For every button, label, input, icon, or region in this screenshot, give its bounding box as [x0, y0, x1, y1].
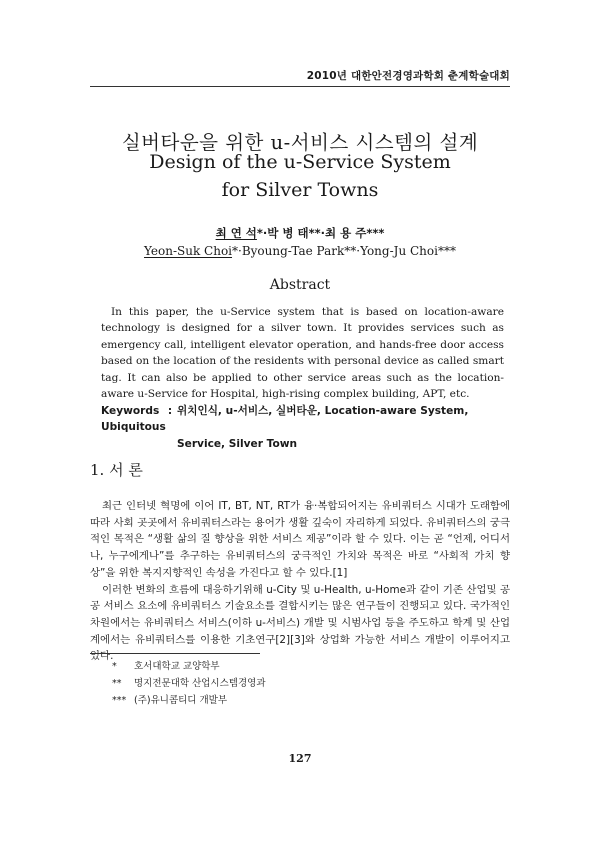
keywords-separator: : — [167, 405, 173, 417]
keywords-line1 — [101, 403, 504, 436]
footnote-item — [112, 692, 266, 709]
body-paragraph-1: 최근 인터넷 혁명에 이어 IT, BT, NT, RT가 융·복합되어지는 유비쿼터스 시대가 도래함에 따라 사회 곳곳에서 유비쿼터스라는 용어가 생활 깊숙이 자리하게 되었다. 유비쿼터스의 궁극적인 목적은 “생활 삶의 질 향상을 위한 서비스 제공”이라 할 수 있다. 이는 곧 “언제, 어디서나, 누구에게나”를 추구하는 유비쿼터스의 궁극적인 가치와 목적은 바로 “사회적 가치 향상”을 위한 복지지향적인 속성을 가진다고 할 수 있다.[1] — [90, 500, 510, 579]
other-authors-korean: *·박 병 태**·최 용 주*** — [256, 226, 385, 240]
footnotes — [112, 658, 266, 709]
footnote-item — [112, 658, 266, 675]
abstract-heading: Abstract — [269, 277, 331, 293]
body-text — [90, 498, 510, 665]
footnote-text: (주)유니콤티디 개발부 — [134, 695, 228, 706]
first-author-korean: 최 연 석 — [215, 226, 257, 240]
abstract-text: In this paper, the u-Service system that is based on location-aware technology is designed for a silver town. It provides services such as emergency call, intelligent elevator operation, and hands-free door access based on the location of the residents with personal device as called smart tag. It can also be applied to other service areas such as the location-aware u-Service for Hospital, high-rising complex building, APT, etc. — [101, 306, 504, 401]
footnote-mark: ** — [112, 678, 122, 689]
footnote-text: 호서대학교 교양학부 — [134, 661, 220, 672]
footnote-mark: *** — [112, 695, 127, 706]
other-authors-english: *·Byoung-Tae Park**·Yong-Ju Choi*** — [232, 244, 456, 258]
conference-name: 2010년 대한안전경영과학회 춘계학술대회 — [306, 70, 510, 82]
body-paragraph-2: 이러한 변화의 흐름에 대응하기위해 u-City 및 u-Health, u-Home과 같이 기존 산업및 공공 서비스 요소에 유비쿼터스 기술요소를 결합시키는 많은 연구들이 진행되고 있다. 국가적인 차원에서는 유비쿼터스 서비스(이하 u-서비스) 개발 및 시범사업 등을 주도하고 학계 및 산업계에서는 유비쿼터스를 이용한 기초연구[2][3]와 상업화 가능한 서비스 개발이 이루어지고 있다. — [90, 583, 510, 663]
page-number: 127 — [288, 752, 312, 765]
keywords-list-line2: Service, Silver Town — [177, 437, 298, 450]
keywords-list-line1: 위치인식, u-서비스, 실버타운, Location-aware System, Ubiquitous — [101, 405, 469, 434]
keywords-label: Keywords — [101, 405, 160, 417]
authors-korean — [0, 225, 600, 241]
footnote-mark: * — [112, 661, 117, 672]
title-korean: 실버타운을 위한 u-서비스 시스템의 설계 — [121, 131, 479, 154]
footnote-item — [112, 675, 266, 692]
keywords-block — [101, 403, 504, 452]
title-english-line2: for Silver Towns — [221, 179, 379, 201]
footnote-divider — [90, 653, 260, 654]
section-heading: 1. 서 론 — [90, 461, 143, 479]
title-english-line1: Design of the u-Service System — [149, 151, 451, 173]
running-header — [90, 64, 510, 87]
footnote-text: 명지전문대학 산업시스템경영과 — [134, 678, 266, 689]
first-author-english: Yeon-Suk Choi — [144, 244, 233, 258]
authors-english — [0, 244, 600, 258]
